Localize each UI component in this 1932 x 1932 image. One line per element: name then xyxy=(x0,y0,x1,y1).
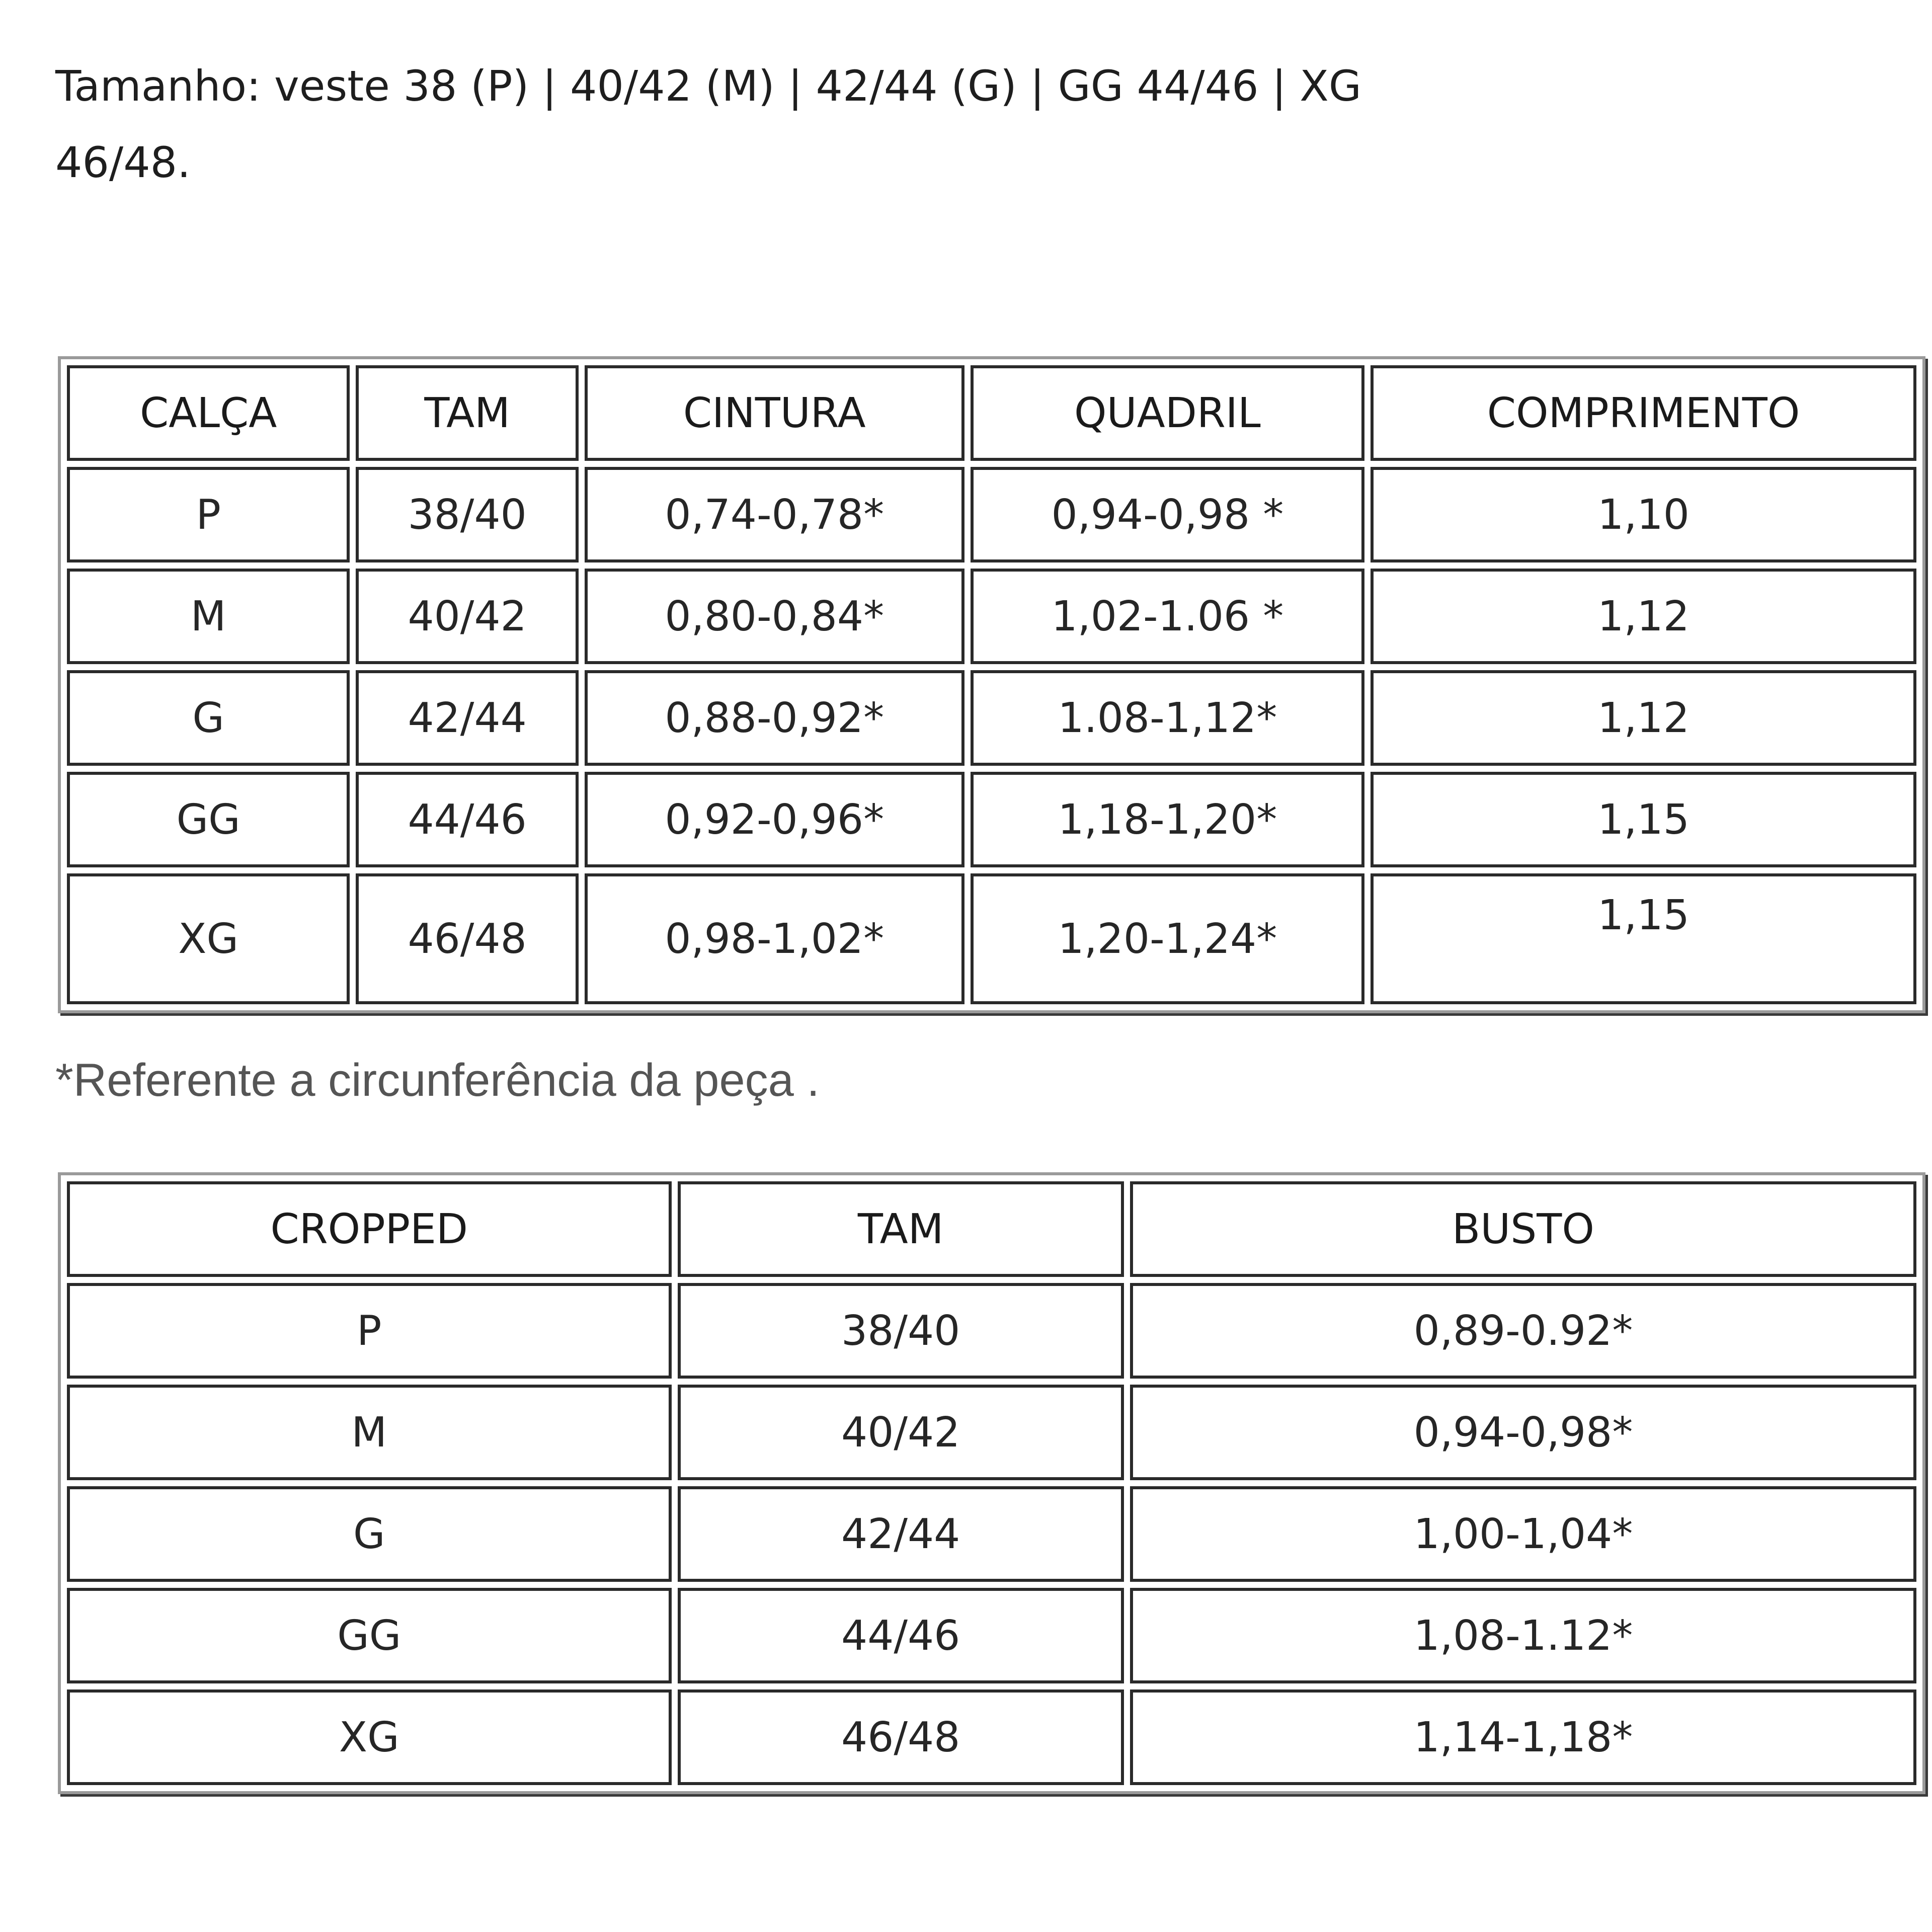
cell-cintura: 0,74-0,78* xyxy=(585,467,964,562)
cell-comprimento: 1,12 xyxy=(1371,670,1916,766)
header-cropped: CROPPED xyxy=(67,1181,672,1277)
header-tam: TAM xyxy=(356,365,579,461)
cell-cintura: 0,80-0,84* xyxy=(585,569,964,664)
cell-size: G xyxy=(67,1486,672,1582)
table-row xyxy=(67,569,1916,664)
circumference-note: *Referente a circunferência da peça . xyxy=(55,1055,820,1106)
cell-quadril: 1,20-1,24* xyxy=(971,873,1365,1004)
cell-size: XG xyxy=(67,1689,672,1785)
table-row xyxy=(67,467,1916,562)
cell-busto: 1,14-1,18* xyxy=(1130,1689,1916,1785)
cell-busto: 0,94-0,98* xyxy=(1130,1385,1916,1480)
header-comprimento: COMPRIMENTO xyxy=(1371,365,1916,461)
table-row xyxy=(67,873,1916,1004)
cell-busto: 0,89-0.92* xyxy=(1130,1283,1916,1379)
cell-tam: 42/44 xyxy=(678,1486,1124,1582)
cell-comprimento: 1,15 xyxy=(1371,772,1916,867)
size-info-line-2: 46/48. xyxy=(55,138,191,187)
size-info xyxy=(55,48,1414,201)
cell-quadril: 1,18-1,20* xyxy=(971,772,1365,867)
cell-quadril: 1.08-1,12* xyxy=(971,670,1365,766)
cell-tam: 46/48 xyxy=(356,873,579,1004)
cell-tam: 42/44 xyxy=(356,670,579,766)
cell-size: GG xyxy=(67,1588,672,1683)
table-row xyxy=(67,1283,1916,1379)
cell-tam: 38/40 xyxy=(356,467,579,562)
cropped-size-table xyxy=(58,1172,1925,1794)
cell-comprimento: 1,12 xyxy=(1371,569,1916,664)
calca-size-table xyxy=(58,356,1925,1013)
cell-tam: 40/42 xyxy=(678,1385,1124,1480)
cell-tam: 44/46 xyxy=(356,772,579,867)
cell-tam: 40/42 xyxy=(356,569,579,664)
table-row xyxy=(67,1588,1916,1683)
table-row xyxy=(67,1385,1916,1480)
cell-cintura: 0,92-0,96* xyxy=(585,772,964,867)
table-row xyxy=(67,1689,1916,1785)
table-header-row xyxy=(67,365,1916,461)
cell-comprimento: 1,15 xyxy=(1371,873,1916,1004)
cell-tam: 46/48 xyxy=(678,1689,1124,1785)
cell-size: M xyxy=(67,1385,672,1480)
cell-size: GG xyxy=(67,772,350,867)
cell-size: M xyxy=(67,569,350,664)
table-row xyxy=(67,1486,1916,1582)
cell-size: G xyxy=(67,670,350,766)
cell-size: P xyxy=(67,1283,672,1379)
table-row xyxy=(67,670,1916,766)
cell-quadril: 0,94-0,98 * xyxy=(971,467,1365,562)
cell-size: XG xyxy=(67,873,350,1004)
cell-comprimento: 1,10 xyxy=(1371,467,1916,562)
cell-tam: 44/46 xyxy=(678,1588,1124,1683)
cell-tam: 38/40 xyxy=(678,1283,1124,1379)
cell-cintura: 0,88-0,92* xyxy=(585,670,964,766)
size-info-line-1: Tamanho: veste 38 (P) | 40/42 (M) | 42/44 (G) | GG 44/46 | XG xyxy=(55,61,1361,111)
cell-size: P xyxy=(67,467,350,562)
cell-busto: 1,08-1.12* xyxy=(1130,1588,1916,1683)
table-header-row xyxy=(67,1181,1916,1277)
table-row xyxy=(67,772,1916,867)
header-cintura: CINTURA xyxy=(585,365,964,461)
header-tam: TAM xyxy=(678,1181,1124,1277)
header-calca: CALÇA xyxy=(67,365,350,461)
cell-busto: 1,00-1,04* xyxy=(1130,1486,1916,1582)
cell-quadril: 1,02-1.06 * xyxy=(971,569,1365,664)
cell-cintura: 0,98-1,02* xyxy=(585,873,964,1004)
header-quadril: QUADRIL xyxy=(971,365,1365,461)
header-busto: BUSTO xyxy=(1130,1181,1916,1277)
